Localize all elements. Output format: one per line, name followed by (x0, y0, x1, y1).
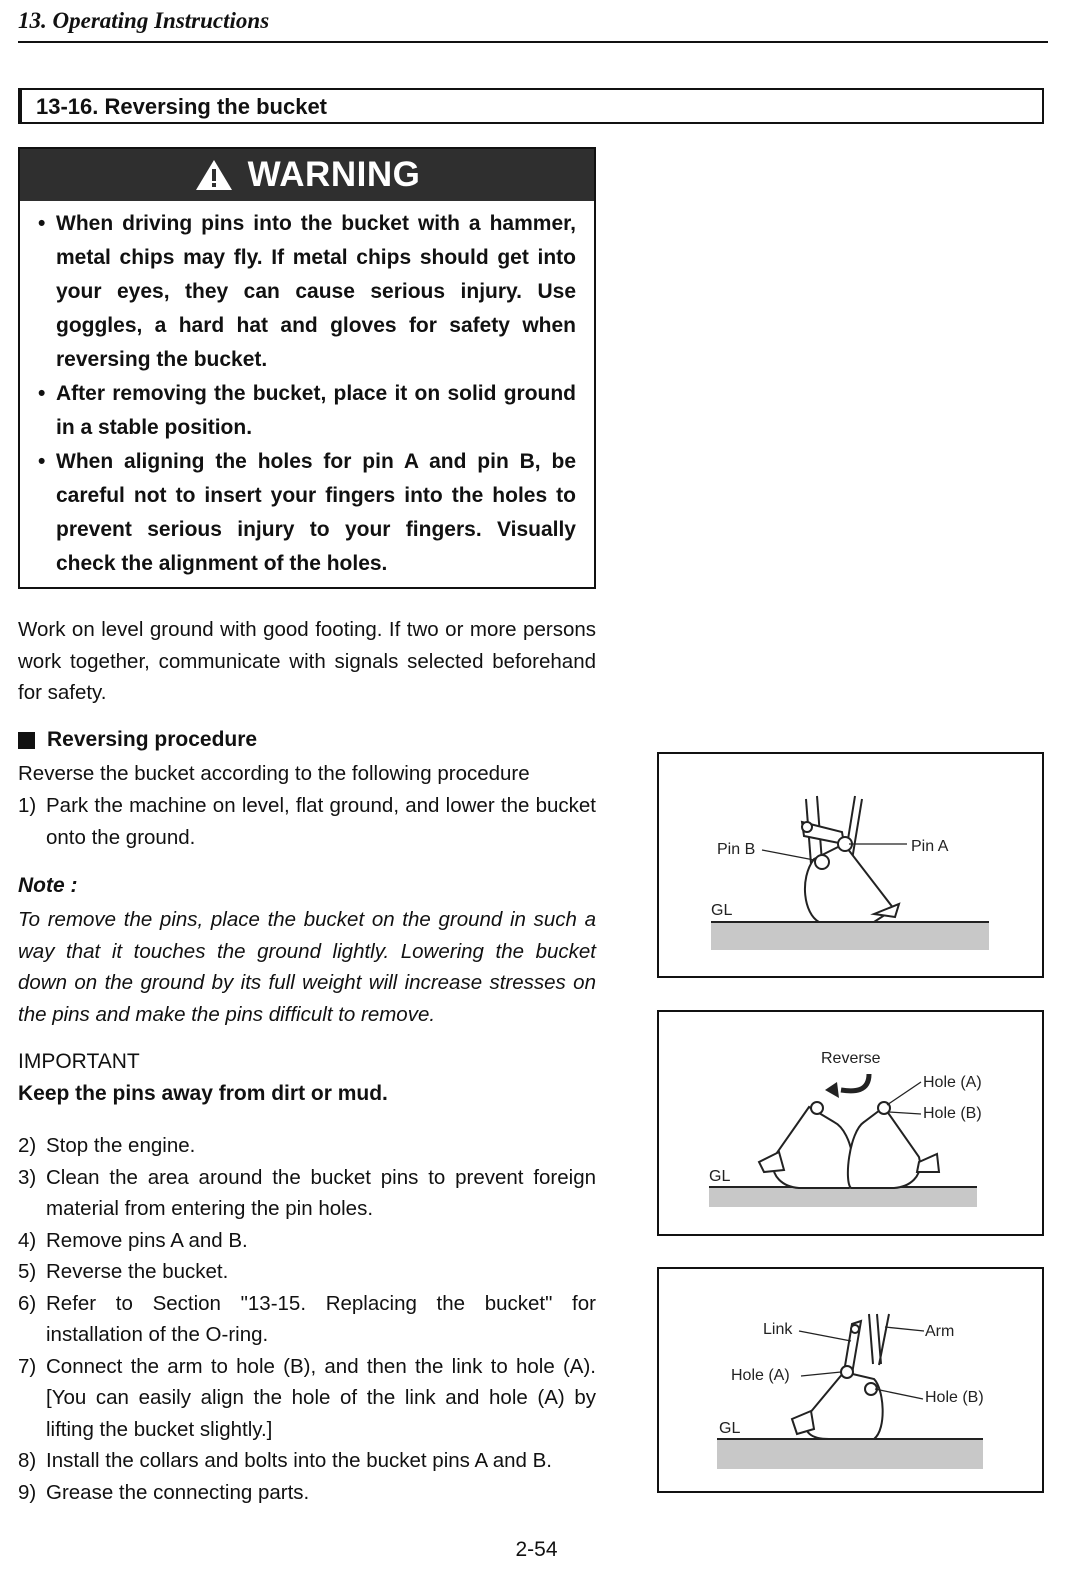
label-hole-a: Hole (A) (731, 1367, 790, 1384)
label-pin-a: Pin A (911, 838, 949, 855)
intro-paragraph: Work on level ground with good footing. If two or more persons work together, communicate with signals selected beforehand for safety. (18, 618, 596, 704)
warning-box (18, 147, 596, 589)
label-gl: GL (709, 1168, 731, 1185)
label-gl: GL (711, 902, 733, 919)
important-text: Keep the pins away from dirt or mud. (18, 1082, 388, 1105)
procedure-intro: Reverse the bucket according to the following procedure (18, 762, 530, 785)
bucket-reinstalled-illustration (659, 1269, 1042, 1491)
note-heading: Note : (18, 874, 78, 897)
list-item: 9) Grease the connecting parts. (18, 1480, 310, 1504)
list-item: 6) Refer to Section "13-15. Replacing the bucket" for installation of the O-ring. (18, 1291, 596, 1346)
warning-item: • After removing the bucket, place it on solid ground in a stable position. (56, 377, 576, 445)
list-item: 4) Remove pins A and B. (18, 1228, 248, 1252)
warning-header (20, 149, 594, 201)
bucket-pins-illustration (659, 754, 1042, 976)
warning-item: • When driving pins into the bucket with a hammer, metal chips may fly. If metal chips should get into your eyes, they can cause serious injury. Use goggles, a hard hat and gloves for safety when reversing the bucket. (56, 207, 576, 377)
list-item: 5) Reverse the bucket. (18, 1260, 229, 1283)
page-number: 2-54 (515, 1538, 558, 1561)
list-item: 2) Stop the engine. (18, 1134, 196, 1157)
label-hole-a: Hole (A) (923, 1074, 982, 1091)
procedure-heading-text: Reversing procedure (47, 728, 258, 751)
warning-list (20, 201, 594, 581)
steps-list-b (18, 1130, 596, 1508)
label-pin-b: Pin B (717, 841, 756, 858)
important-label: IMPORTANT (18, 1050, 140, 1073)
label-hole-b: Hole (B) (923, 1105, 982, 1122)
bucket-reverse-illustration (659, 1012, 1042, 1234)
section-title: 13-16. Reversing the bucket (36, 94, 328, 119)
warning-item: • When aligning the holes for pin A and pin B, be careful not to insert your fingers into the holes to prevent serious injury to your fingers. Visually check the alignment of the holes. (56, 445, 576, 581)
figure-bucket-pins (657, 752, 1044, 978)
label-link: Link (763, 1321, 793, 1338)
warning-triangle-icon (194, 158, 234, 192)
list-item: 7) Connect the arm to hole (B), and then the link to hole (A). [You can easily align the hole of the link and hole (A) by lifting the bucket slightly.] (18, 1354, 596, 1441)
label-hole-b: Hole (B) (925, 1389, 984, 1406)
list-item: 8) Install the collars and bolts into the bucket pins A and B. (18, 1449, 552, 1472)
steps-list-a (18, 790, 596, 853)
label-gl: GL (719, 1420, 741, 1437)
figure-bucket-reinstalled (657, 1267, 1044, 1493)
procedure-heading (18, 728, 257, 752)
label-arm: Arm (925, 1323, 955, 1340)
header-rule (18, 41, 1048, 43)
note-body: To remove the pins, place the bucket on the ground in such a way that it touches the ground lightly. Lowering the bucket down on the ground by its full weight will increase stresses on the pins and make the pins difficult to remove. (18, 908, 596, 1026)
figure-bucket-reverse (657, 1010, 1044, 1236)
list-item: 1) Park the machine on level, flat ground, and lower the bucket onto the ground. (18, 794, 596, 849)
warning-title: WARNING (247, 155, 421, 194)
chapter-title: 13. Operating Instructions (18, 8, 270, 33)
list-item: 3) Clean the area around the bucket pins to prevent foreign material from entering the pin holes. (18, 1165, 596, 1220)
section-title-box (18, 88, 1044, 124)
square-bullet-icon (18, 732, 35, 749)
label-reverse: Reverse (821, 1050, 881, 1067)
